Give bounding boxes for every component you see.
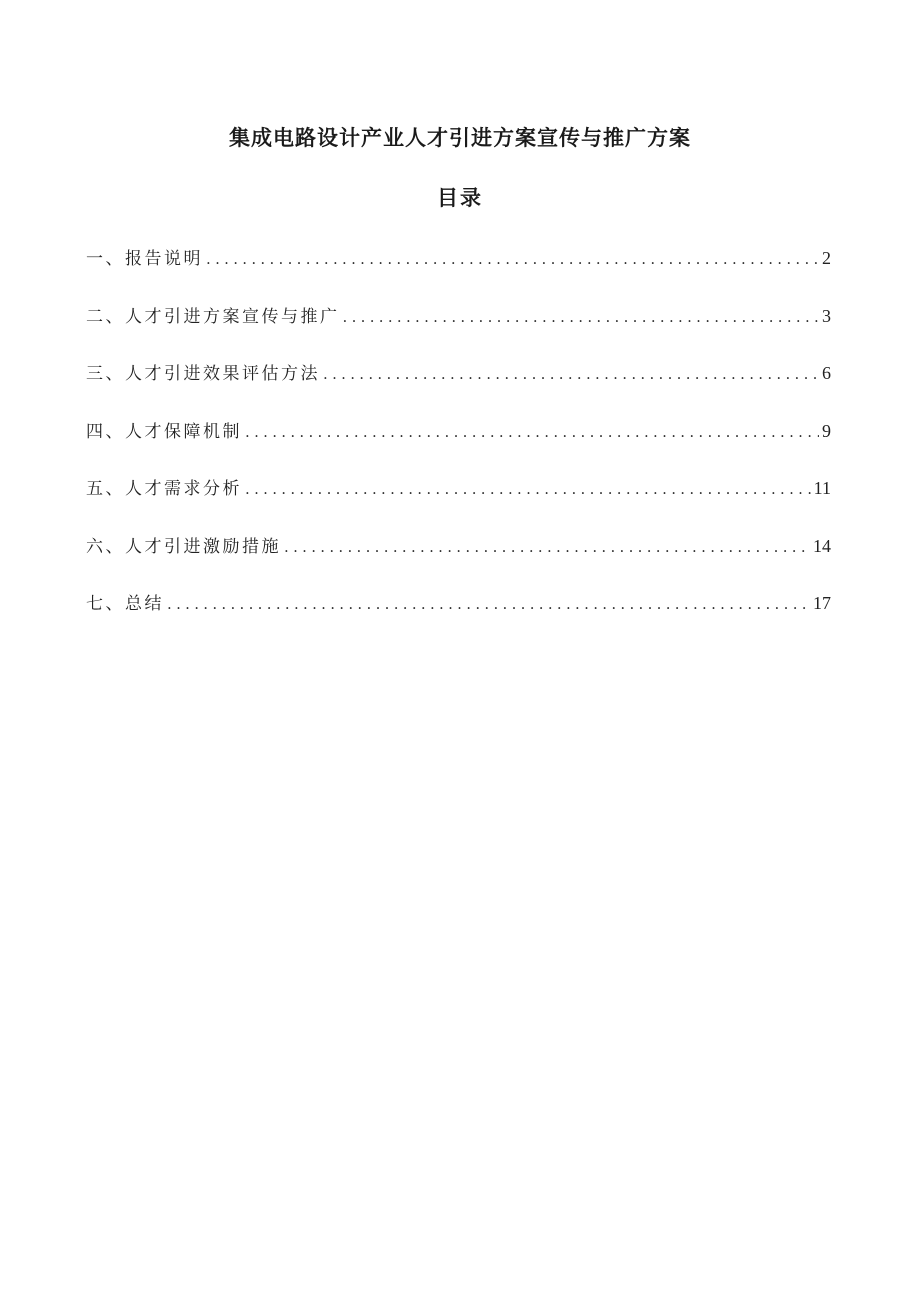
toc-entry-page: 14 [813, 535, 831, 556]
toc-entry-3[interactable] [86, 359, 831, 417]
toc-dot-leader [245, 475, 811, 503]
toc-entry-label: 七、总结 [86, 594, 164, 614]
toc-entry-label: 三、人才引进效果评估方法 [86, 364, 320, 384]
toc-dot-leader [284, 533, 810, 561]
toc-entry-label: 一、报告说明 [86, 249, 203, 269]
toc-entry-7[interactable] [86, 589, 831, 647]
toc-entry-1[interactable] [86, 244, 831, 302]
toc-entry-5[interactable] [86, 474, 831, 532]
toc-entry-page: 3 [822, 305, 831, 326]
toc-entry-label: 二、人才引进方案宣传与推广 [86, 306, 340, 327]
toc-dot-leader [206, 245, 819, 273]
toc-entry-page: 9 [822, 420, 831, 441]
toc-dot-leader [167, 590, 810, 618]
toc-entry-2[interactable] [86, 302, 831, 360]
toc-entry-4[interactable] [86, 417, 831, 475]
toc-entry-label: 六、人才引进激励措施 [86, 536, 281, 557]
toc-entry-page: 6 [822, 363, 831, 383]
toc-dot-leader [245, 418, 819, 446]
document-title: 集成电路设计产业人才引进方案宣传与推广方案 [229, 126, 691, 150]
toc-entry-page: 2 [822, 248, 831, 268]
toc-entry-label: 四、人才保障机制 [86, 421, 242, 442]
toc-entry-page: 11 [813, 478, 831, 498]
toc-dot-leader [343, 303, 820, 331]
toc-heading: 目录 [437, 186, 483, 210]
table-of-contents [86, 244, 831, 647]
toc-entry-6[interactable] [86, 532, 831, 590]
toc-entry-page: 17 [813, 593, 831, 613]
toc-dot-leader [323, 360, 819, 388]
toc-entry-label: 五、人才需求分析 [86, 479, 242, 499]
